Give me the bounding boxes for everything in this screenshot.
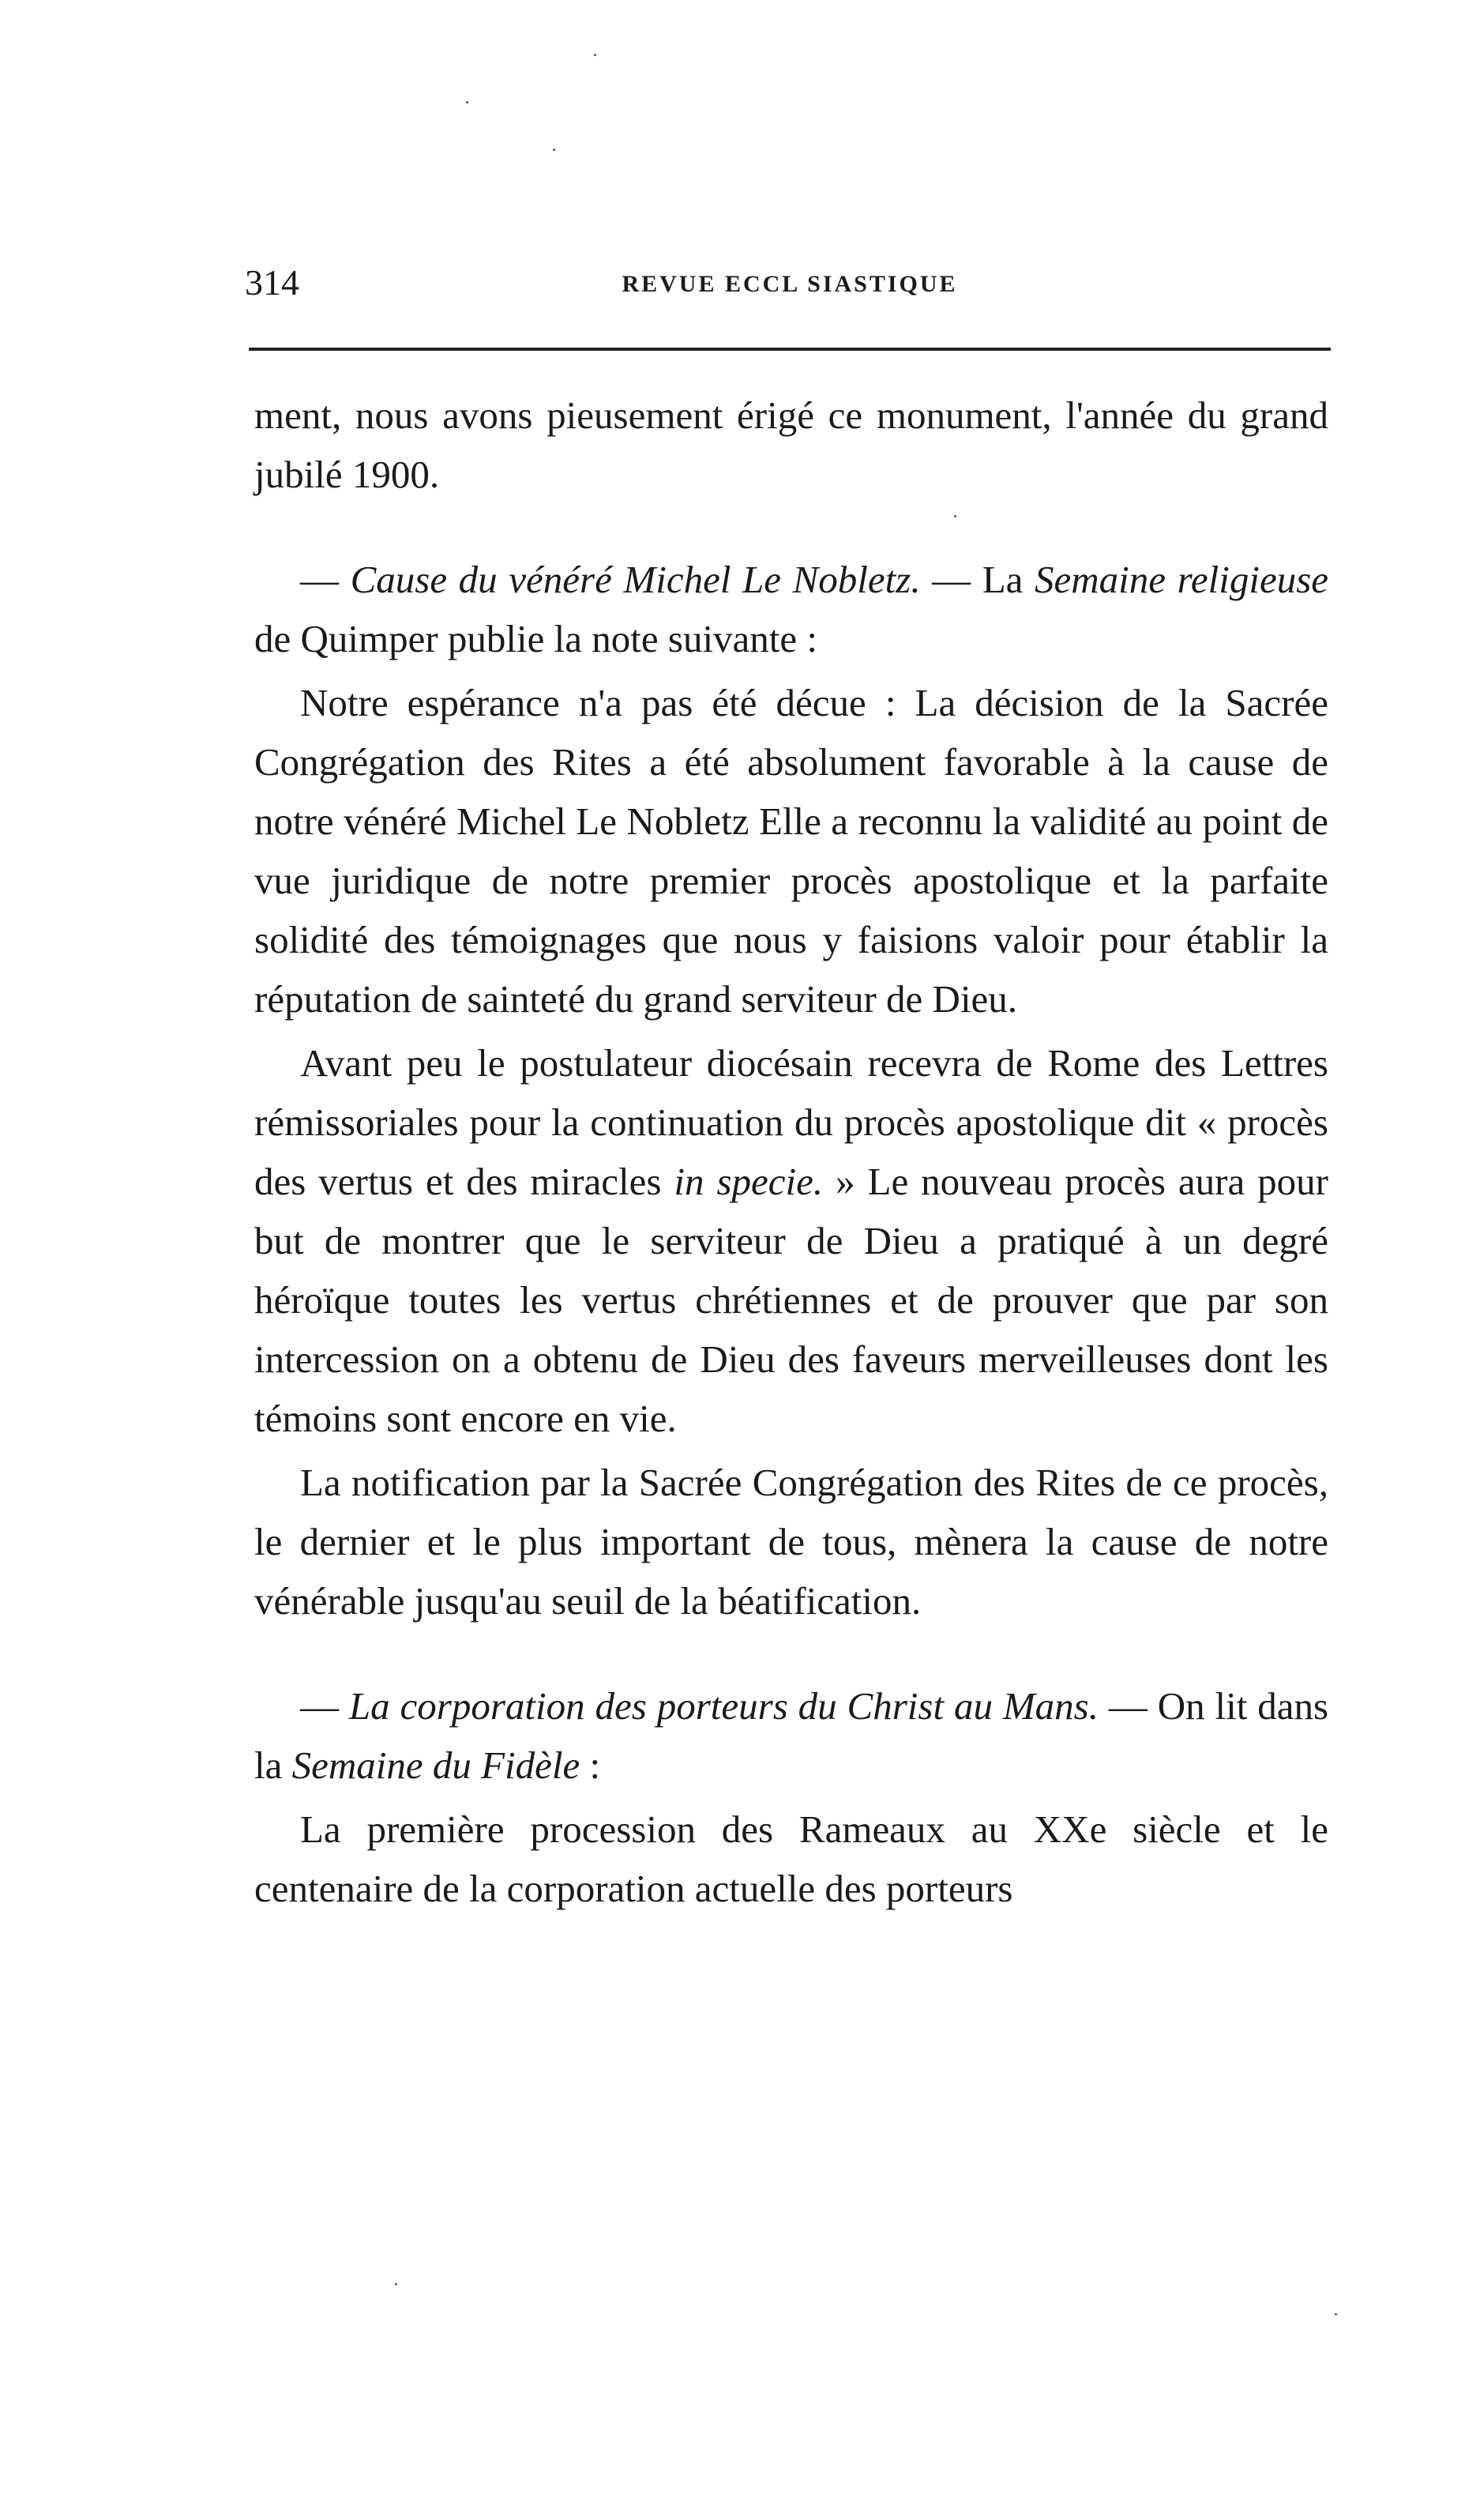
publication-name: Semaine religieuse <box>1035 558 1329 601</box>
paper-speck <box>395 2283 397 2285</box>
paper-speck <box>1335 2313 1337 2315</box>
separator: — La <box>920 558 1035 601</box>
header-rule <box>249 348 1331 351</box>
item-title: La corporation des porteurs du Christ au Mans. <box>348 1684 1099 1728</box>
paper-speck <box>553 149 555 151</box>
paragraph-continuation: ment, nous avons pieusement érigé ce monument, l'année du grand jubilé 1900. <box>254 393 1328 496</box>
main-text <box>254 386 1328 1918</box>
latin-phrase: in specie. <box>674 1160 824 1203</box>
item-title: Cause du vénéré Michel Le Nobletz. <box>350 558 921 601</box>
page-header <box>245 251 1335 314</box>
separator: — On lit dans la <box>254 1684 1329 1787</box>
news-item-nobletz <box>254 550 1328 668</box>
quote-text: » Le nouveau procès aura pour but de montrer que le serviteur de Dieu a pratiqué à un degré héroïque toutes les vertus chrétiennes et de prouver que par son intercession on a obtenu de Dieu des faveurs merveilleuses dont les témoins sont encore en vie. <box>254 1160 1328 1440</box>
quote-paragraph <box>254 1033 1328 1448</box>
quote-paragraph: La première procession des Rameaux au XXe siècle et le centenaire de la corporation actuelle des porteurs <box>254 1807 1328 1910</box>
publication-name: Semaine du Fidèle <box>291 1743 580 1787</box>
quote-paragraph: La notification par la Sacrée Congrégation des Rites de ce procès, le dernier et le plus important de tous, mènera la cause de notre vénérable jusqu'au seuil de la béatification. <box>254 1461 1328 1623</box>
paper-speck <box>466 101 468 103</box>
dash: — <box>300 1684 349 1728</box>
quote-text: Avant peu le postulateur diocésain recevra de Rome des Lettres rémissoriales pour la continuation du procès apostolique dit « procès des vertus et des miracles <box>254 1041 1328 1203</box>
item-intro: de Quimper publie la note suivante : <box>254 617 818 660</box>
news-item-porteurs <box>254 1676 1328 1795</box>
quote-paragraph: Notre espérance n'a pas été décue : La décision de la Sacrée Congrégation des Rites a été absolument favorable à la cause de notre vénéré Michel Le Nobletz Elle a reconnu la validité au point de vue juridique de notre premier procès apostolique et la parfaite solidité des témoignages que nous y faisions valoir pour établir la réputation de sainteté du grand serviteur de Dieu. <box>254 681 1328 1021</box>
item-intro: : <box>580 1743 601 1787</box>
dash: — <box>300 558 351 601</box>
page-number: 314 <box>245 262 299 303</box>
running-title: REVUE ECCL SIASTIQUE <box>622 271 958 297</box>
paper-speck <box>594 54 596 56</box>
